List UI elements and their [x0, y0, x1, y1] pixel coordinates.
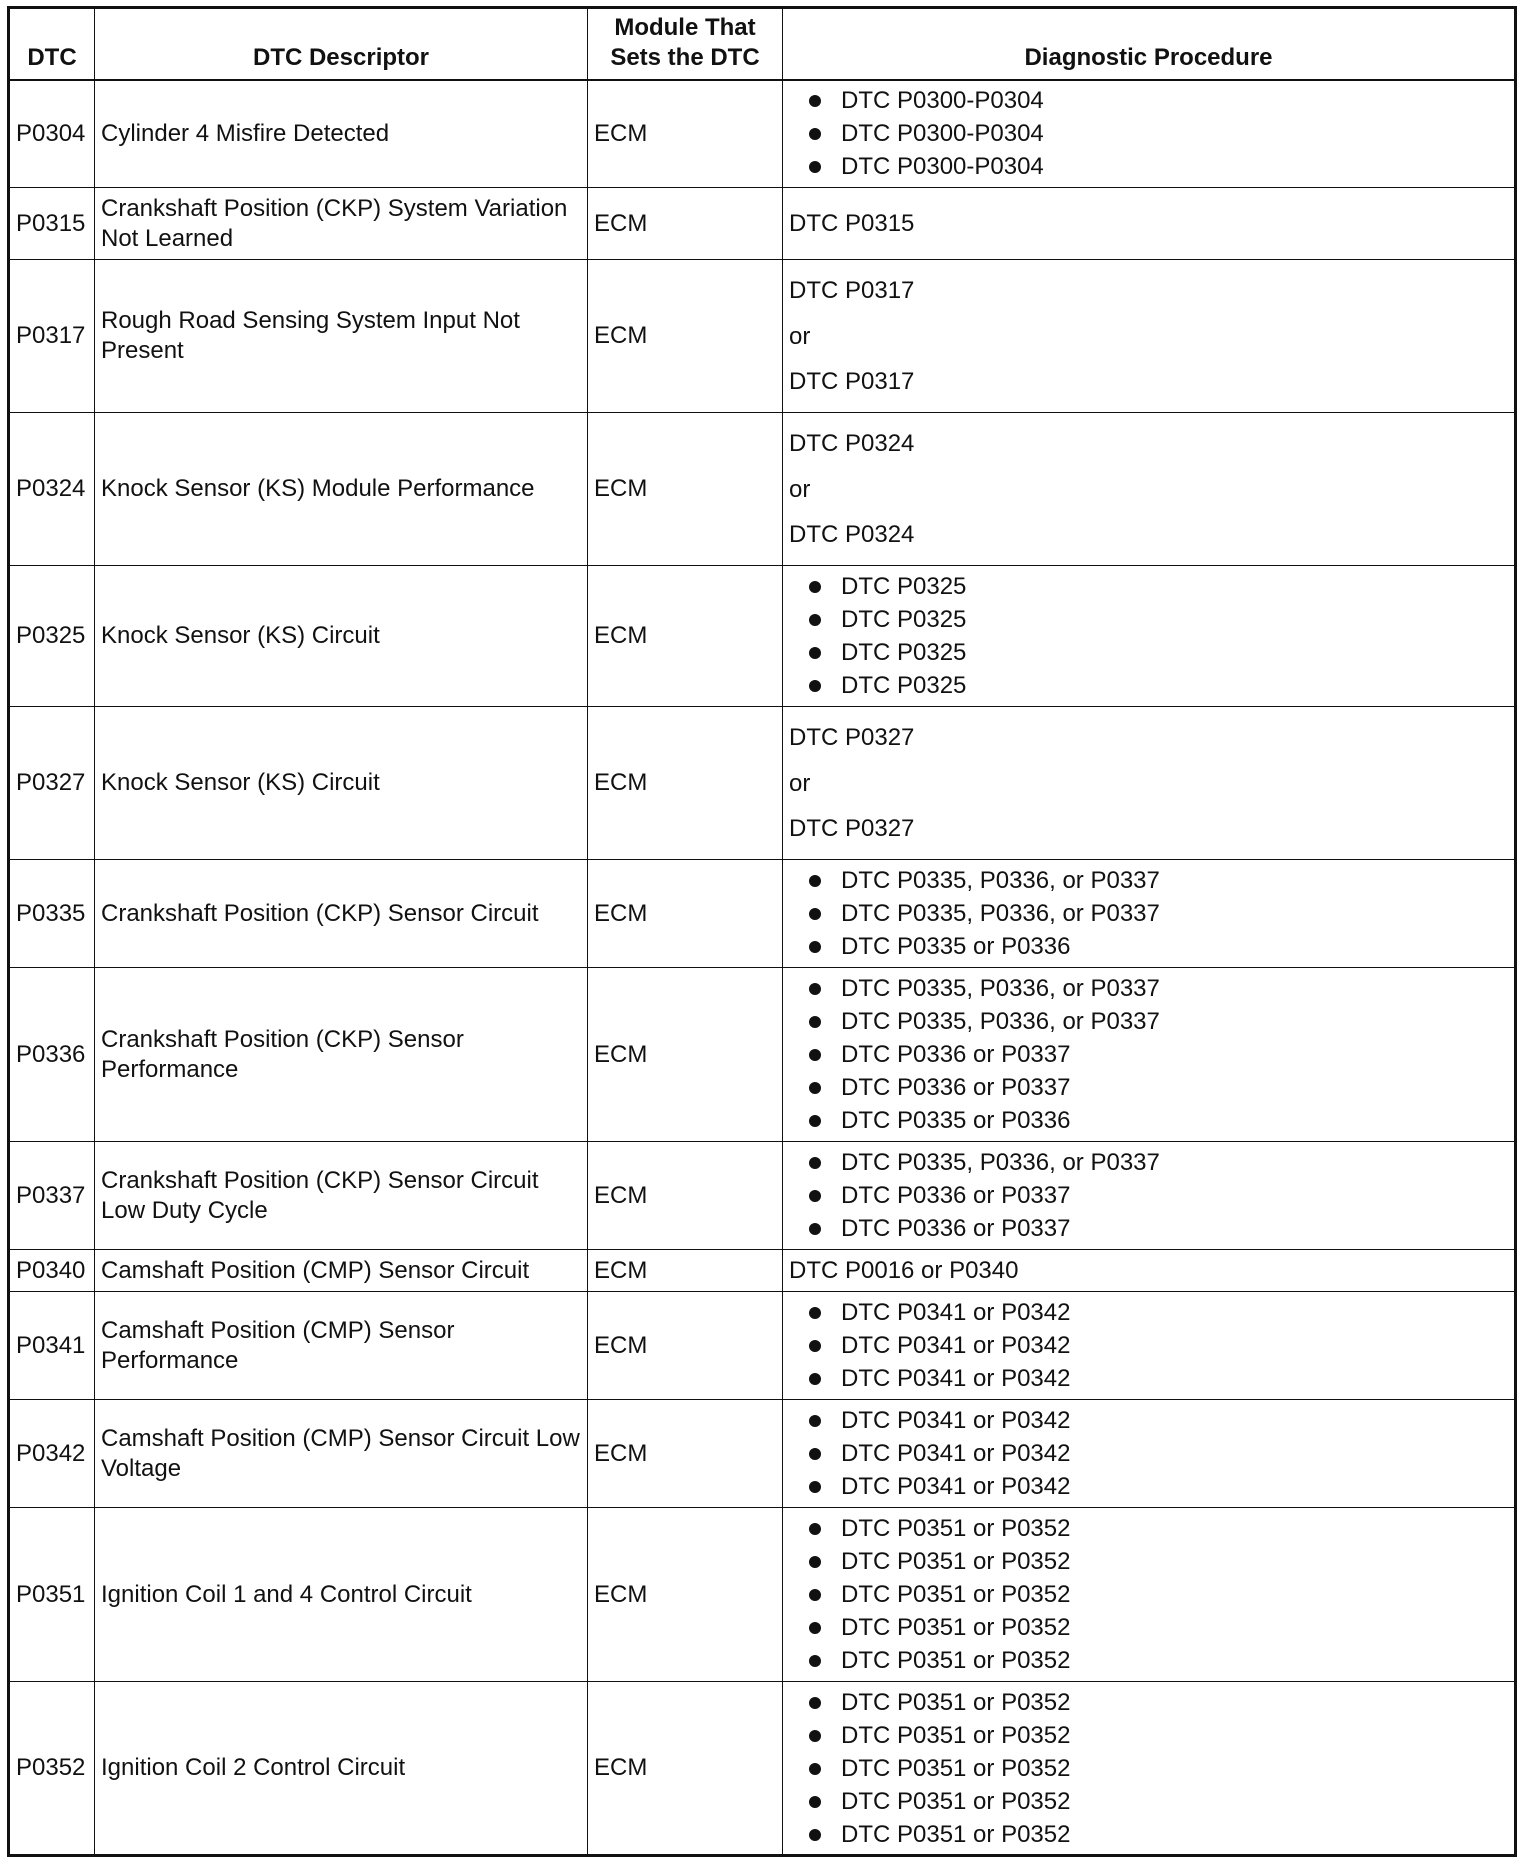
procedure-link[interactable]: DTC P0341 or P0342 — [803, 1437, 1508, 1470]
procedure-list — [789, 972, 1508, 1137]
module-cell: ECM — [588, 188, 783, 260]
table-row — [9, 1682, 1516, 1856]
diagnostic-procedure-cell — [783, 260, 1516, 413]
procedure-link[interactable]: DTC P0341 or P0342 — [803, 1470, 1508, 1503]
procedure-link[interactable]: DTC P0325 — [803, 669, 1508, 702]
dtc-descriptor-cell: Crankshaft Position (CKP) Sensor Performance — [95, 968, 588, 1142]
dtc-descriptor-cell: Camshaft Position (CMP) Sensor Circuit — [95, 1250, 588, 1292]
dtc-code-cell: P0327 — [9, 707, 95, 860]
dtc-descriptor-cell: Camshaft Position (CMP) Sensor Performance — [95, 1292, 588, 1400]
procedure-link[interactable]: DTC P0315 — [789, 209, 915, 237]
procedure-link[interactable]: DTC P0351 or P0352 — [803, 1578, 1508, 1611]
dtc-code-cell: P0325 — [9, 566, 95, 707]
diagnostic-procedure-cell — [783, 1292, 1516, 1400]
module-cell: ECM — [588, 1682, 783, 1856]
header-row — [9, 8, 1516, 80]
procedure-link[interactable]: DTC P0336 or P0337 — [803, 1071, 1508, 1104]
dtc-code-cell: P0341 — [9, 1292, 95, 1400]
procedure-link[interactable]: DTC P0351 or P0352 — [803, 1785, 1508, 1818]
table-row — [9, 968, 1516, 1142]
dtc-descriptor-cell: Cylinder 4 Misfire Detected — [95, 80, 588, 188]
procedure-link[interactable]: DTC P0300-P0304 — [803, 84, 1508, 117]
dtc-code-cell: P0342 — [9, 1400, 95, 1508]
header-descriptor: DTC Descriptor — [95, 8, 588, 80]
procedure-link[interactable]: DTC P0324 — [789, 520, 915, 548]
dtc-descriptor-cell: Knock Sensor (KS) Circuit — [95, 566, 588, 707]
table-row — [9, 860, 1516, 968]
dtc-descriptor-cell: Ignition Coil 2 Control Circuit — [95, 1682, 588, 1856]
procedure-link[interactable]: DTC P0351 or P0352 — [803, 1818, 1508, 1851]
table-row — [9, 1292, 1516, 1400]
procedure-list — [789, 1512, 1508, 1677]
dtc-code-cell: P0340 — [9, 1250, 95, 1292]
procedure-list — [789, 864, 1508, 963]
procedure-link[interactable]: DTC P0335 or P0336 — [803, 1104, 1508, 1137]
table-row — [9, 413, 1516, 566]
table-row — [9, 80, 1516, 188]
header-dtc: DTC — [9, 8, 95, 80]
procedure-link[interactable]: DTC P0335, P0336, or P0337 — [803, 897, 1508, 930]
procedure-list — [789, 570, 1508, 702]
header-module — [588, 8, 783, 80]
procedure-alternatives — [789, 426, 1508, 553]
dtc-descriptor-cell: Camshaft Position (CMP) Sensor Circuit Low Voltage — [95, 1400, 588, 1508]
procedure-alternatives — [789, 720, 1508, 847]
procedure-link[interactable]: DTC P0335, P0336, or P0337 — [803, 972, 1508, 1005]
procedure-list — [789, 1296, 1508, 1395]
dtc-code-cell: P0304 — [9, 80, 95, 188]
dtc-descriptor-cell: Crankshaft Position (CKP) Sensor Circuit — [95, 860, 588, 968]
dtc-descriptor-cell: Knock Sensor (KS) Circuit — [95, 707, 588, 860]
dtc-code-cell: P0336 — [9, 968, 95, 1142]
table-row — [9, 1250, 1516, 1292]
procedure-link[interactable]: DTC P0317 — [789, 367, 915, 395]
dtc-descriptor-cell: Crankshaft Position (CKP) System Variation Not Learned — [95, 188, 588, 260]
or-separator: or — [789, 322, 811, 350]
module-cell: ECM — [588, 707, 783, 860]
or-separator: or — [789, 475, 811, 503]
diagnostic-procedure-cell — [783, 860, 1516, 968]
procedure-link[interactable]: DTC P0327 — [789, 814, 915, 842]
procedure-link[interactable]: DTC P0351 or P0352 — [803, 1719, 1508, 1752]
header-procedure: Diagnostic Procedure — [783, 8, 1516, 80]
procedure-link[interactable]: DTC P0300-P0304 — [803, 117, 1508, 150]
diagnostic-procedure-cell — [783, 968, 1516, 1142]
diagnostic-procedure-cell — [783, 1682, 1516, 1856]
dtc-code-cell: P0315 — [9, 188, 95, 260]
table-body — [9, 80, 1516, 1856]
procedure-link[interactable]: DTC P0336 or P0337 — [803, 1212, 1508, 1245]
procedure-link[interactable]: DTC P0336 or P0337 — [803, 1179, 1508, 1212]
procedure-link[interactable]: DTC P0341 or P0342 — [803, 1296, 1508, 1329]
procedure-link[interactable]: DTC P0335, P0336, or P0337 — [803, 1005, 1508, 1038]
module-cell: ECM — [588, 1292, 783, 1400]
header-module-label: Module That Sets the DTC — [610, 13, 760, 71]
diagnostic-procedure-cell — [783, 1508, 1516, 1682]
procedure-link[interactable]: DTC P0016 or P0340 — [789, 1256, 1019, 1284]
dtc-code-cell: P0317 — [9, 260, 95, 413]
procedure-link[interactable]: DTC P0351 or P0352 — [803, 1686, 1508, 1719]
diagnostic-procedure-cell — [783, 1400, 1516, 1508]
dtc-code-cell: P0335 — [9, 860, 95, 968]
procedure-link[interactable]: DTC P0325 — [803, 636, 1508, 669]
dtc-descriptor-cell: Ignition Coil 1 and 4 Control Circuit — [95, 1508, 588, 1682]
diagnostic-procedure-cell — [783, 413, 1516, 566]
procedure-link[interactable]: DTC P0317 — [789, 276, 915, 304]
procedure-link[interactable]: DTC P0341 or P0342 — [803, 1362, 1508, 1395]
module-cell: ECM — [588, 968, 783, 1142]
procedure-link[interactable]: DTC P0327 — [789, 723, 915, 751]
procedure-link[interactable]: DTC P0351 or P0352 — [803, 1545, 1508, 1578]
diagnostic-procedure-cell — [783, 1142, 1516, 1250]
module-cell: ECM — [588, 860, 783, 968]
table-row — [9, 707, 1516, 860]
module-cell: ECM — [588, 260, 783, 413]
module-cell: ECM — [588, 1142, 783, 1250]
procedure-link[interactable]: DTC P0335 or P0336 — [803, 930, 1508, 963]
table-row — [9, 1508, 1516, 1682]
dtc-descriptor-cell: Crankshaft Position (CKP) Sensor Circuit Low Duty Cycle — [95, 1142, 588, 1250]
module-cell: ECM — [588, 80, 783, 188]
procedure-list — [789, 1404, 1508, 1503]
procedure-link[interactable]: DTC P0300-P0304 — [803, 150, 1508, 183]
procedure-link[interactable]: DTC P0336 or P0337 — [803, 1038, 1508, 1071]
dtc-code-cell: P0351 — [9, 1508, 95, 1682]
procedure-list — [789, 1686, 1508, 1851]
diagnostic-procedure-cell — [783, 566, 1516, 707]
diagnostic-procedure-cell — [783, 80, 1516, 188]
or-separator: or — [789, 769, 811, 797]
table-row — [9, 260, 1516, 413]
procedure-list — [789, 1146, 1508, 1245]
procedure-link[interactable]: DTC P0351 or P0352 — [803, 1512, 1508, 1545]
procedure-link[interactable]: DTC P0351 or P0352 — [803, 1611, 1508, 1644]
procedure-alternatives — [789, 273, 1508, 400]
diagnostic-procedure-cell — [783, 707, 1516, 860]
module-cell: ECM — [588, 1400, 783, 1508]
table-row — [9, 566, 1516, 707]
dtc-code-cell: P0352 — [9, 1682, 95, 1856]
module-cell: ECM — [588, 413, 783, 566]
procedure-link[interactable]: DTC P0325 — [803, 570, 1508, 603]
module-cell: ECM — [588, 1508, 783, 1682]
dtc-code-cell: P0324 — [9, 413, 95, 566]
module-cell: ECM — [588, 566, 783, 707]
module-cell: ECM — [588, 1250, 783, 1292]
dtc-descriptor-cell: Knock Sensor (KS) Module Performance — [95, 413, 588, 566]
dtc-table — [7, 6, 1517, 1857]
table-row — [9, 1400, 1516, 1508]
dtc-descriptor-cell: Rough Road Sensing System Input Not Present — [95, 260, 588, 413]
procedure-link[interactable]: DTC P0351 or P0352 — [803, 1644, 1508, 1677]
diagnostic-procedure-cell — [783, 1250, 1516, 1292]
dtc-code-cell: P0337 — [9, 1142, 95, 1250]
procedure-link[interactable]: DTC P0324 — [789, 429, 915, 457]
table-row — [9, 1142, 1516, 1250]
table-row — [9, 188, 1516, 260]
procedure-link[interactable]: DTC P0341 or P0342 — [803, 1329, 1508, 1362]
procedure-link[interactable]: DTC P0341 or P0342 — [803, 1404, 1508, 1437]
diagnostic-procedure-cell — [783, 188, 1516, 260]
procedure-list — [789, 84, 1508, 183]
procedure-link[interactable]: DTC P0325 — [803, 603, 1508, 636]
procedure-link[interactable]: DTC P0335, P0336, or P0337 — [803, 1146, 1508, 1179]
procedure-link[interactable]: DTC P0351 or P0352 — [803, 1752, 1508, 1785]
procedure-link[interactable]: DTC P0335, P0336, or P0337 — [803, 864, 1508, 897]
